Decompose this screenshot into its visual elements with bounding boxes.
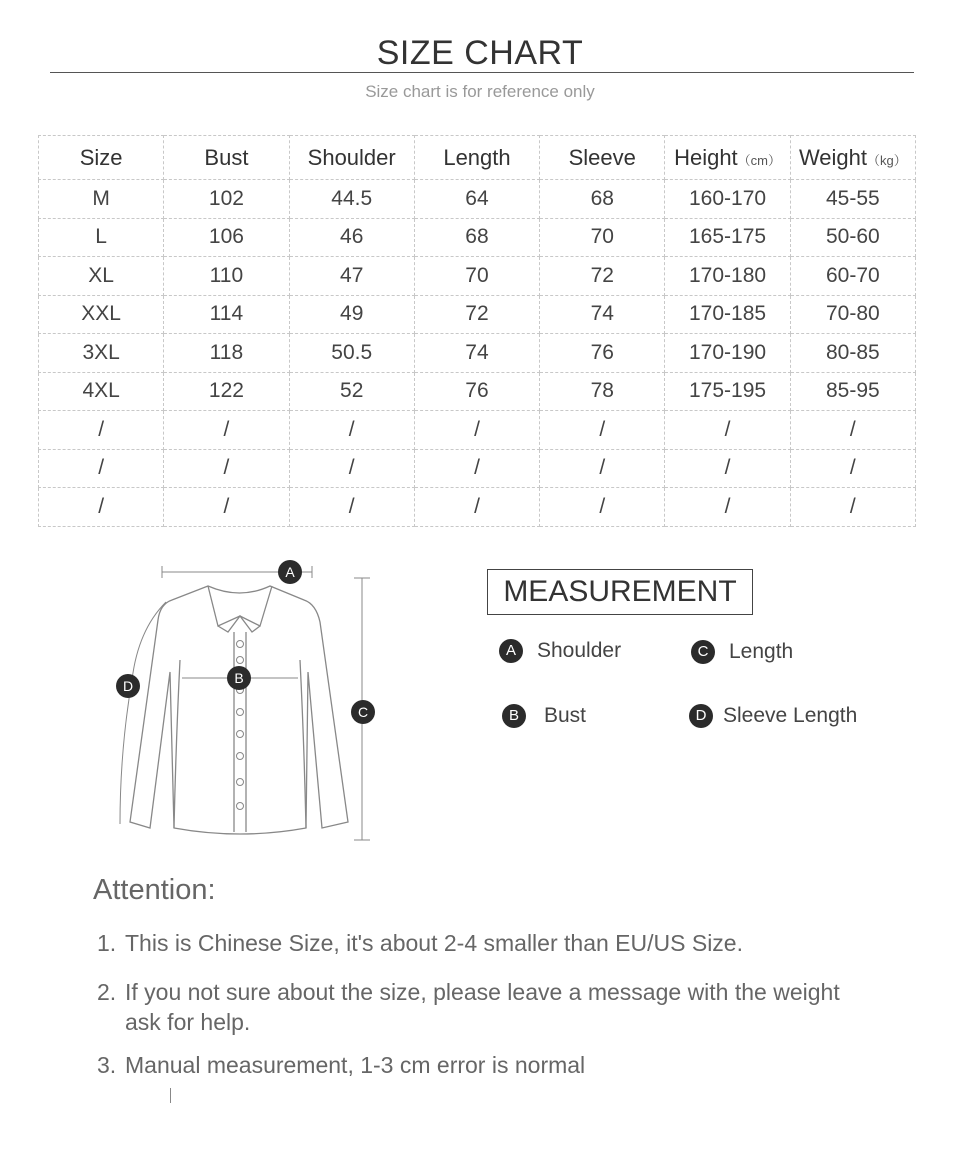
table-cell: / (289, 488, 414, 527)
table-row (39, 295, 916, 334)
table-cell: / (665, 449, 790, 488)
table-cell: 122 (164, 372, 289, 411)
table-cell: 47 (289, 257, 414, 296)
measurement-title: MEASUREMENT (487, 569, 753, 615)
table-row (39, 218, 916, 257)
table-cell: 170-180 (665, 257, 790, 296)
table-row (39, 257, 916, 296)
table-cell: / (540, 488, 665, 527)
table-cell: / (164, 411, 289, 450)
table-row (39, 180, 916, 219)
table-cell: 4XL (39, 372, 164, 411)
table-cell: / (540, 449, 665, 488)
table-cell: 68 (540, 180, 665, 219)
table-cell: / (289, 411, 414, 450)
column-header-size: Size (39, 136, 164, 180)
table-cell: XL (39, 257, 164, 296)
text-cursor-mark (170, 1088, 171, 1103)
column-header-sleeve: Sleeve (540, 136, 665, 180)
table-row (39, 449, 916, 488)
marker-b (227, 666, 251, 690)
legend-length (691, 640, 793, 664)
table-cell: 3XL (39, 334, 164, 373)
table-cell: 72 (540, 257, 665, 296)
attention-note-2: 2. If you not sure about the size, please leave a message with the weight ask for help. (97, 979, 840, 1035)
table-cell: 68 (414, 218, 539, 257)
table-row (39, 334, 916, 373)
table-cell: 50.5 (289, 334, 414, 373)
table-cell: 52 (289, 372, 414, 411)
attention-title: Attention: (93, 874, 216, 906)
table-cell: 50-60 (790, 218, 915, 257)
table-cell: / (790, 449, 915, 488)
table-cell: XXL (39, 295, 164, 334)
badge-b-icon: B (502, 704, 526, 728)
svg-text:B: B (234, 670, 244, 686)
table-cell: / (39, 411, 164, 450)
table-cell: 85-95 (790, 372, 915, 411)
weight-unit: （kg） (867, 152, 907, 168)
column-header-shoulder: Shoulder (289, 136, 414, 180)
table-cell: 118 (164, 334, 289, 373)
marker-a (278, 560, 302, 584)
marker-c (351, 700, 375, 724)
table-cell: 72 (414, 295, 539, 334)
attention-note-3: 3. Manual measurement, 1-3 cm error is normal (97, 1052, 586, 1078)
column-header-length: Length (414, 136, 539, 180)
table-cell: / (289, 449, 414, 488)
shirt-diagram (100, 560, 400, 850)
table-cell: 114 (164, 295, 289, 334)
table-cell: 64 (414, 180, 539, 219)
page-title: SIZE CHART (376, 34, 584, 72)
table-cell: 74 (540, 295, 665, 334)
title-divider (50, 72, 914, 73)
column-header-height: Height（cm） (665, 136, 790, 180)
table-cell: 46 (289, 218, 414, 257)
svg-text:D: D (122, 678, 134, 694)
table-cell: 76 (540, 334, 665, 373)
table-cell: 78 (540, 372, 665, 411)
table-row (39, 488, 916, 527)
badge-d-icon: D (689, 704, 713, 728)
attention-note-1: 1. This is Chinese Size, it's about 2-4 smaller than EU/US Size. (97, 930, 743, 956)
table-cell: 70 (540, 218, 665, 257)
table-cell: M (39, 180, 164, 219)
table-cell: / (414, 449, 539, 488)
column-header-weight: Weight（kg） (790, 136, 915, 180)
table-cell: 165-175 (665, 218, 790, 257)
table-cell: / (665, 488, 790, 527)
table-header-row (39, 136, 916, 180)
legend-label: Shoulder (537, 639, 622, 662)
legend-label: Sleeve Length (723, 704, 858, 727)
table-cell: 170-185 (665, 295, 790, 334)
table-cell: 70 (414, 257, 539, 296)
table-cell: 160-170 (665, 180, 790, 219)
svg-text:A: A (285, 564, 295, 580)
legend-label: Length (729, 640, 794, 663)
table-cell: 102 (164, 180, 289, 219)
table-cell: 49 (289, 295, 414, 334)
table-cell: 60-70 (790, 257, 915, 296)
table-cell: / (39, 488, 164, 527)
legend-label: Bust (544, 704, 587, 727)
table-cell: 74 (414, 334, 539, 373)
badge-a-icon: A (499, 639, 523, 663)
table-cell: 70-80 (790, 295, 915, 334)
table-cell: L (39, 218, 164, 257)
badge-c-icon: C (691, 640, 715, 664)
legend-sleeve-length (689, 704, 857, 728)
legend-shoulder (499, 639, 621, 663)
table-cell: / (164, 488, 289, 527)
table-cell: / (540, 411, 665, 450)
table-cell: 45-55 (790, 180, 915, 219)
table-cell: / (164, 449, 289, 488)
legend-bust (502, 704, 586, 728)
table-cell: / (665, 411, 790, 450)
column-header-bust: Bust (164, 136, 289, 180)
size-table (38, 135, 916, 527)
marker-d (116, 674, 140, 698)
table-cell: / (39, 449, 164, 488)
table-cell: 110 (164, 257, 289, 296)
page-subtitle: Size chart is for reference only (365, 82, 595, 101)
table-cell: 106 (164, 218, 289, 257)
table-cell: / (414, 411, 539, 450)
table-cell: 80-85 (790, 334, 915, 373)
table-cell: 170-190 (665, 334, 790, 373)
table-cell: / (790, 411, 915, 450)
table-row (39, 372, 916, 411)
table-cell: 76 (414, 372, 539, 411)
height-unit: （cm） (737, 152, 782, 168)
table-cell: / (790, 488, 915, 527)
table-row (39, 411, 916, 450)
table-cell: / (414, 488, 539, 527)
table-cell: 175-195 (665, 372, 790, 411)
svg-text:C: C (357, 704, 369, 720)
table-cell: 44.5 (289, 180, 414, 219)
